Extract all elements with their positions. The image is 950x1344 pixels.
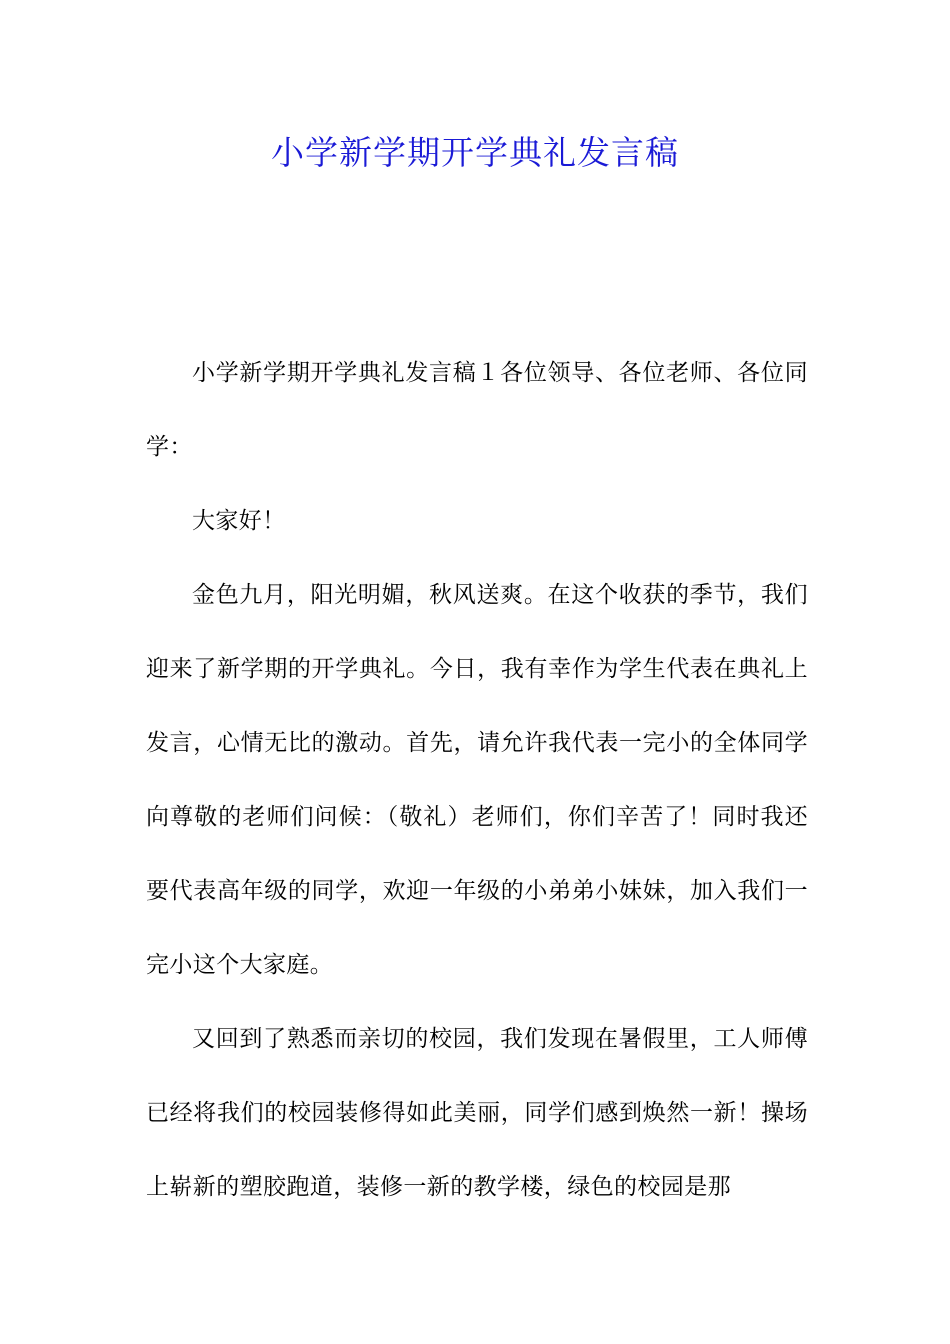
document-title: 小学新学期开学典礼发言稿 [271,133,679,172]
paragraph-greeting: 小学新学期开学典礼发言稿１各位领导、各位老师、各位同学： [146,360,808,460]
paragraph-welcome: 金色九月，阳光明媚，秋风送爽。在这个收获的季节，我们迎来了新学期的开学典礼。今日，我有幸作为学生代表在典礼上发言，心情无比的激动。首先，请允许我代表一完小的全体同学向尊敬的老师们问候：（敬礼）老师们，你们辛苦了！同时我还要代表高年级的同学，欢迎一年级的小弟弟小妹妹，加入我们一完小这个大家庭。 [146,582,808,978]
document-body [146,336,808,1224]
paragraph-hello: 大家好！ [192,508,286,534]
paragraph-campus: 又回到了熟悉而亲切的校园，我们发现在暑假里，工人师傅已经将我们的校园装修得如此美丽，同学们感到焕然一新！操场上崭新的塑胶跑道，装修一新的教学楼，绿色的校园是那 [146,1026,808,1200]
